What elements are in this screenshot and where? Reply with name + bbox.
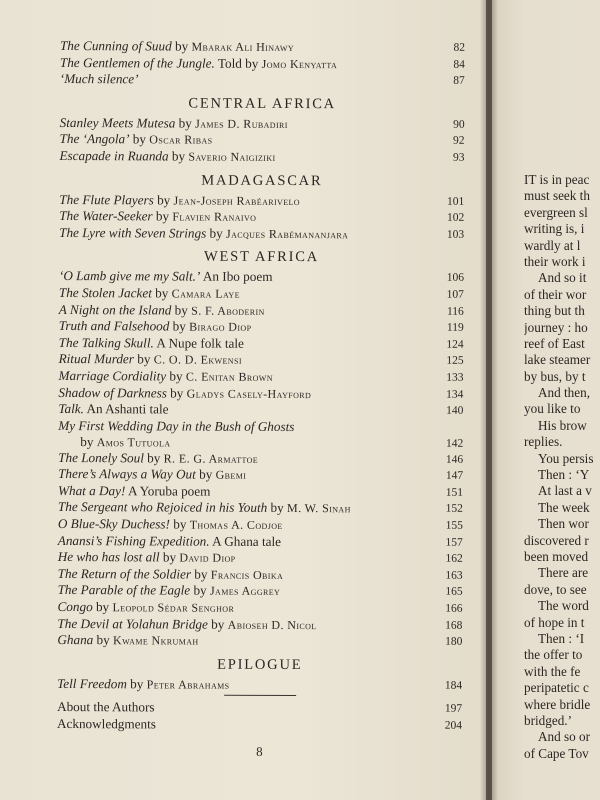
entry-page: 168 — [445, 619, 463, 632]
back-matter-page: 204 — [444, 719, 463, 732]
entry-author: James Aggrey — [209, 584, 281, 599]
entry-title: ‘Much silence’ — [59, 71, 139, 87]
right-page-line: And so or — [538, 729, 591, 745]
toc-entry — [60, 38, 465, 56]
right-page-line: writing is, i — [524, 221, 585, 237]
right-page-line: reef of East — [524, 335, 585, 351]
entry-title: The Return of the Soldier — [57, 565, 192, 582]
right-page-line: with the fe — [524, 663, 581, 679]
entry-title: ‘O Lamb give me my Salt.’ — [58, 268, 201, 284]
back-matter-label: About the Authors — [57, 699, 155, 715]
entry-page: 106 — [446, 272, 464, 285]
right-page-line: There are — [538, 565, 589, 581]
entry-author: C. Enitan Brown — [185, 369, 273, 384]
entry-page: 155 — [445, 519, 463, 532]
toc-entry — [59, 302, 464, 320]
right-page-line: wardly at l — [524, 237, 581, 253]
section-heading: CENTRAL AFRICA — [188, 95, 337, 112]
entry-page: 90 — [453, 118, 465, 131]
entry-by: by — [175, 115, 196, 131]
table-of-contents — [57, 38, 465, 760]
entry-page: 102 — [446, 211, 465, 224]
right-page-line: must seek th — [524, 188, 590, 204]
entry-title: The Lonely Soul — [58, 449, 144, 466]
entry-author: Francis Obika — [210, 567, 284, 582]
toc-entry — [59, 318, 464, 336]
entry-page: 116 — [446, 305, 464, 318]
entry-page: 184 — [444, 679, 463, 692]
entry-title: The Gentlemen of the Jungle. — [59, 54, 215, 71]
entry-title: Ghana — [57, 632, 94, 648]
right-page-line: lake steamer — [524, 352, 591, 368]
right-page-line: of their wor — [524, 286, 587, 302]
entry-title: O Blue-Sky Duchess! — [57, 516, 170, 532]
right-page-line: replies. — [524, 434, 563, 450]
entry-title: Shadow of Darkness — [58, 384, 167, 400]
entry-by: by — [207, 616, 228, 632]
entry-page: 101 — [447, 195, 465, 208]
entry-author: Abioseh D. Nicol — [227, 617, 317, 632]
entry-title: Anansi’s Fishing Expedition. — [57, 532, 210, 549]
right-page-line: IT is in peac — [524, 172, 590, 187]
entry-title: The Sergeant who Rejoiced in his Youth — [57, 499, 268, 516]
divider-rule — [224, 695, 296, 696]
entry-author: R. E. G. Armattoe — [163, 451, 259, 466]
entry-title: The Water-Seeker — [59, 208, 153, 224]
toc-entry — [59, 208, 464, 226]
right-page-line: of Cape Tov — [524, 745, 589, 761]
toc-entry — [58, 533, 463, 551]
toc-entry — [58, 418, 463, 452]
entry-author: Camara Laye — [171, 286, 240, 301]
entry-page: 163 — [445, 569, 463, 582]
entry-by: by — [171, 302, 192, 318]
section-heading: MADAGASCAR — [201, 172, 323, 189]
right-page-line: peripatetic c — [524, 680, 589, 696]
toc-entry — [59, 225, 464, 243]
entry-by: by — [133, 351, 154, 367]
entry-title: Escapade in Ruanda — [59, 147, 169, 164]
entry-page: 87 — [453, 74, 465, 87]
entry-title: The Cunning of Suud — [59, 38, 172, 54]
entry-title: Stanley Meets Mutesa — [59, 114, 176, 131]
entry-page: 165 — [445, 586, 463, 599]
entry-by: by — [195, 466, 216, 482]
entry-author: M. W. Sinah — [286, 501, 351, 516]
entry-page: 82 — [453, 41, 465, 54]
toc-entry — [57, 676, 462, 694]
section-heading: WEST AFRICA — [203, 248, 320, 266]
right-page-line: thing but th — [524, 303, 585, 319]
entry-author: Birago Diop — [189, 319, 252, 334]
entry-author: Oscar Ribas — [149, 132, 213, 148]
entry-title: What a Day! — [57, 482, 126, 499]
section-heading: EPILOGUE — [217, 656, 303, 673]
toc-entry — [58, 384, 463, 402]
entry-by: by — [92, 599, 113, 615]
entry-title: Truth and Falsehood — [58, 318, 170, 334]
right-page-line: The word — [538, 598, 589, 614]
entry-by: by — [80, 434, 97, 450]
entry-by: by — [166, 368, 186, 384]
entry-page: 125 — [446, 355, 464, 368]
right-page-line: their work i — [524, 253, 586, 269]
entry-page: 134 — [446, 388, 464, 401]
entry-page: 92 — [453, 135, 465, 148]
entry-page: 152 — [445, 503, 463, 516]
entry-by: by — [143, 450, 164, 466]
entry-page: 124 — [446, 338, 464, 351]
entry-author: Jean-Joseph Rabéarivelo — [173, 193, 301, 208]
right-page-line: You persis — [538, 450, 594, 466]
toc-entry — [59, 335, 464, 353]
entry-title: The ‘Angola’ — [59, 131, 130, 147]
entry-author: S. F. Aboderin — [191, 303, 265, 318]
entry-by: by — [190, 566, 211, 582]
entry-by: A Nupe folk tale — [153, 335, 244, 351]
entry-author: Jacques Rabémananjara — [226, 226, 349, 242]
entry-page: 166 — [445, 602, 463, 615]
entry-page: 103 — [446, 228, 465, 241]
entry-by: An Ashanti tale — [83, 401, 169, 417]
toc-entry — [58, 566, 463, 584]
toc-entry — [59, 285, 464, 303]
entry-title: There’s Always a Way Out — [58, 466, 196, 482]
toc-entry — [58, 516, 463, 534]
right-page-line: And so it — [538, 270, 587, 286]
toc-entry — [58, 401, 463, 419]
entry-by: by — [206, 225, 227, 241]
entry-title: He who has lost all — [57, 549, 160, 565]
entry-title: The Lyre with Seven Strings — [59, 224, 207, 241]
right-page-line: by bus, by t — [524, 368, 586, 384]
toc-entry — [58, 549, 463, 567]
entry-by: by — [129, 131, 150, 147]
right-page-text — [524, 172, 600, 762]
entry-page: 146 — [445, 453, 464, 466]
right-page-line: bridged.’ — [524, 712, 572, 728]
entry-page: 140 — [446, 404, 464, 417]
entry-title: The Stolen Jacket — [58, 284, 152, 301]
right-page-line: journey : ho — [524, 319, 588, 335]
entry-page: 162 — [445, 552, 463, 566]
right-page-line: dove, to see — [524, 581, 587, 597]
entry-title: The Devil at Yolahun Bridge — [57, 615, 208, 632]
toc-entry — [58, 499, 463, 517]
toc-entry — [59, 192, 464, 210]
right-page-line: His brow — [538, 417, 587, 433]
entry-author: Amos Tutuola — [96, 435, 171, 450]
entry-page: 157 — [445, 536, 463, 549]
right-page-line: been moved — [524, 548, 589, 564]
entry-page: 142 — [445, 437, 464, 450]
toc-entry — [60, 55, 465, 73]
toc-entry — [58, 368, 463, 386]
entry-author: Thomas A. Codjoe — [189, 517, 283, 533]
right-page-line: the offer to — [524, 647, 583, 663]
entry-title: The Talking Skull. — [58, 334, 154, 351]
back-matter-entry — [57, 699, 462, 717]
entry-by: by — [93, 632, 114, 648]
entry-title: Talk. — [58, 401, 84, 417]
entry-page: 151 — [445, 486, 464, 499]
back-matter-label: Acknowledgments — [56, 715, 156, 732]
entry-by: by — [190, 583, 210, 599]
entry-page: 147 — [445, 469, 464, 483]
entry-by: Told by — [214, 55, 262, 71]
right-page-line: discovered r — [524, 532, 589, 548]
back-matter-page: 197 — [444, 703, 463, 716]
entry-author: Leopold Sédar Senghor — [112, 600, 235, 615]
toc-entry — [59, 351, 464, 369]
entry-author: Gladys Casely-Hayford — [186, 386, 312, 401]
entry-page: 93 — [452, 151, 465, 164]
toc-entry — [57, 632, 462, 650]
right-page-line: Then : ‘Y — [538, 467, 590, 483]
right-page-line: of hope in t — [524, 614, 585, 630]
book-gutter — [480, 0, 498, 800]
right-page-line: At last a v — [538, 483, 592, 499]
entry-author: Flavien Ranaivo — [172, 209, 257, 225]
entry-page: 84 — [453, 58, 465, 71]
page-number: 8 — [256, 743, 263, 759]
entry-by: by — [171, 38, 192, 54]
entry-by: by — [152, 208, 173, 224]
entry-author: Mbarak Ali Hinawy — [191, 39, 295, 55]
toc-entry — [60, 115, 465, 133]
entry-by: by — [151, 285, 172, 301]
entry-title: My First Wedding Day in the Bush of Ghosts — [58, 417, 295, 434]
toc-entry — [58, 450, 463, 468]
entry-page: 107 — [446, 288, 464, 301]
entry-by: by — [166, 384, 187, 401]
toc-entry — [59, 148, 464, 166]
toc-entry — [58, 582, 463, 600]
entry-by: by — [153, 191, 174, 208]
entry-by: by — [169, 318, 190, 334]
entry-title: Congo — [57, 599, 93, 615]
entry-page: 133 — [446, 371, 464, 384]
entry-author: Gbemi — [215, 467, 247, 483]
toc-entry — [60, 71, 465, 89]
toc-entry — [58, 483, 463, 501]
entry-title: Tell Freedom — [57, 675, 127, 692]
entry-title: Marriage Cordiality — [58, 367, 167, 384]
entry-author: David Diop — [179, 550, 236, 566]
right-page-line: evergreen sl — [524, 204, 588, 220]
entry-author: C. O. D. Ekwensi — [153, 352, 242, 368]
back-matter-entry — [57, 716, 462, 734]
toc-entry — [57, 599, 462, 617]
toc-entry — [60, 131, 465, 149]
entry-by: by — [126, 676, 147, 692]
entry-page: 180 — [445, 635, 463, 648]
right-page-line: The week — [538, 499, 590, 515]
entry-title: A Night on the Island — [58, 301, 172, 318]
entry-author: James D. Rubadiri — [195, 116, 288, 131]
entry-by: by — [168, 148, 189, 164]
toc-entry — [57, 616, 462, 634]
entry-by: A Yoruba poem — [125, 483, 211, 499]
entry-title: The Flute Players — [59, 191, 154, 207]
entry-by: A Ghana tale — [209, 533, 282, 549]
entry-author: Saverio Naigiziki — [188, 149, 276, 164]
entry-title: Ritual Murder — [58, 351, 134, 367]
toc-entry — [58, 466, 463, 484]
entry-author: Jomo Kenyatta — [261, 56, 338, 71]
right-page-line: you like to — [524, 401, 581, 417]
entry-author: Peter Abrahams — [146, 677, 230, 692]
entry-page: 119 — [446, 321, 464, 334]
entry-title: The Parable of the Eagle — [57, 582, 191, 599]
entry-by: by — [169, 516, 190, 532]
right-page-line: Then wor — [538, 516, 589, 532]
entry-author: Kwame Nkrumah — [113, 633, 199, 648]
toc-entry — [59, 268, 464, 286]
right-page-line: And then, — [538, 385, 591, 401]
entry-by: by — [159, 549, 180, 565]
entry-by: An Ibo poem — [200, 268, 273, 285]
right-page-line: where bridle — [524, 696, 591, 712]
entry-by: by — [267, 500, 288, 516]
right-page-line: Then : ‘I — [538, 630, 585, 646]
